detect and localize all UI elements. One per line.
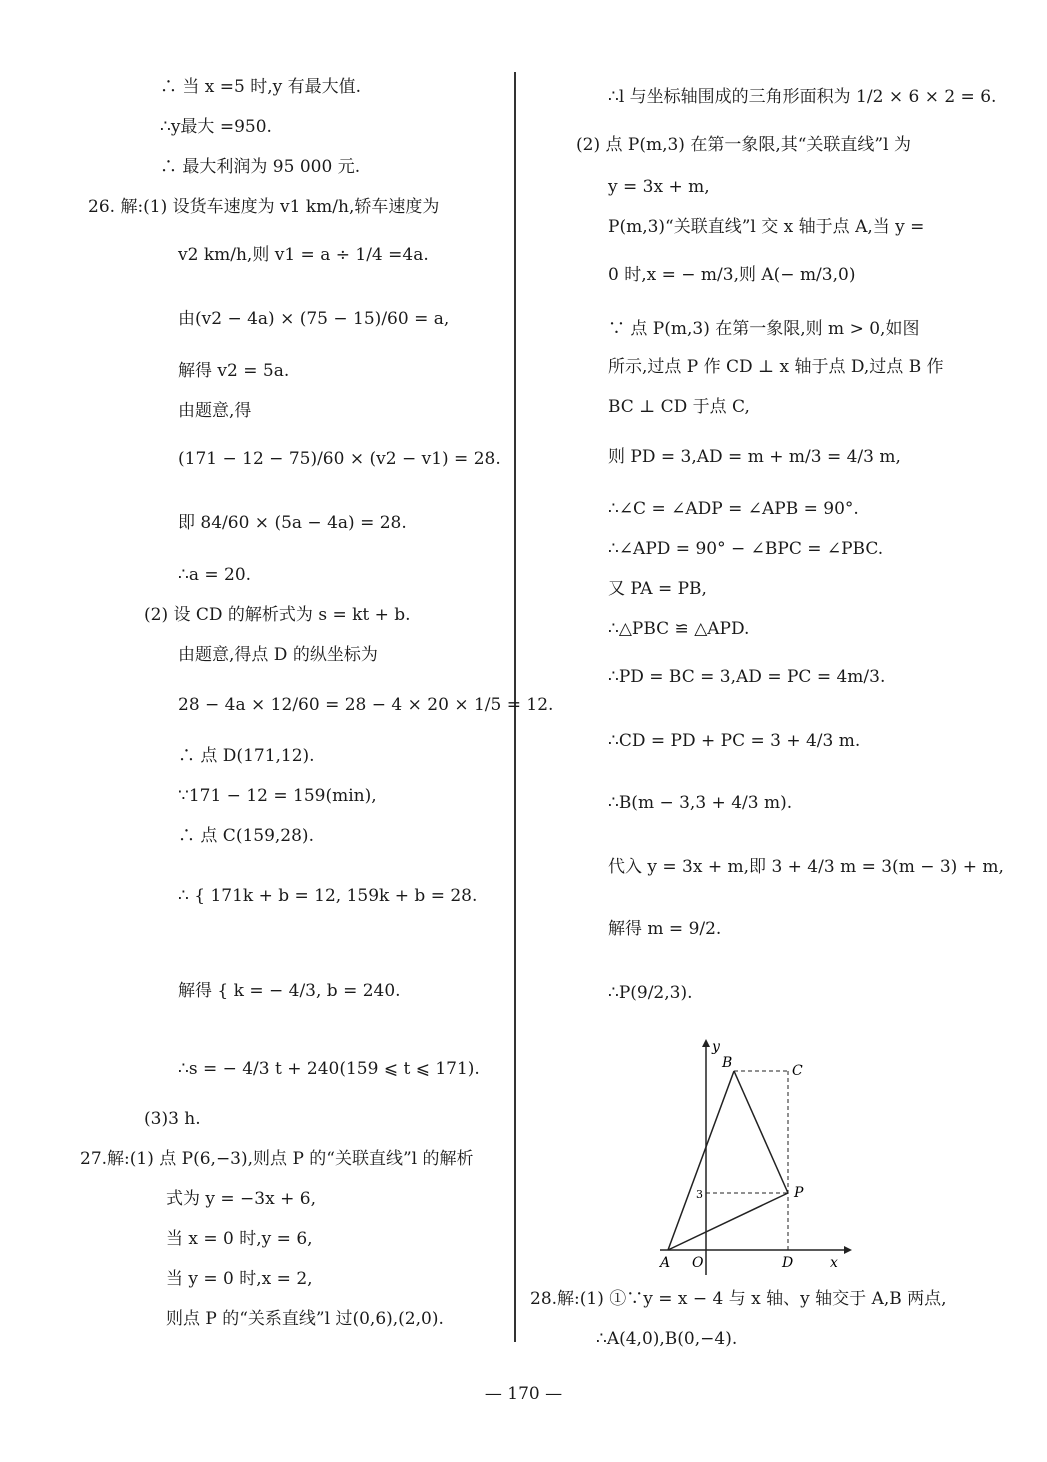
left-line: ∴ 点 C(159,28). <box>178 826 314 846</box>
coordinate-figure <box>640 1035 860 1285</box>
left-line: (3)3 h. <box>144 1109 201 1129</box>
right-line: BC ⊥ CD 于点 C, <box>608 397 750 417</box>
label-b: B <box>722 1055 733 1071</box>
right-line: y = 3x + m, <box>608 177 710 197</box>
right-line: 解得 m = 9/2. <box>608 919 722 939</box>
left-line: 解得 v2 = 5a. <box>178 361 290 381</box>
left-line: 26. 解:(1) 设货车速度为 v1 km/h,轿车速度为 <box>88 197 440 217</box>
right-line: 又 PA = PB, <box>608 579 707 599</box>
left-line: 28 − 4a × 12/60 = 28 − 4 × 20 × 1/5 = 12. <box>178 695 554 715</box>
left-line: (2) 设 CD 的解析式为 s = kt + b. <box>144 605 411 625</box>
right-line: ∴A(4,0),B(0,−4). <box>596 1329 738 1349</box>
left-line: ∴ 最大利润为 95 000 元. <box>160 157 361 177</box>
left-line: ∴ 点 D(171,12). <box>178 746 315 766</box>
right-line: ∴B(m − 3,3 + 4/3 m). <box>608 793 793 813</box>
left-line: 由(v2 − 4a) × (75 − 15)/60 = a, <box>178 309 450 329</box>
segment-bp <box>734 1071 788 1193</box>
right-line: 则 PD = 3,AD = m + m/3 = 4/3 m, <box>608 447 901 467</box>
right-line: P(m,3)“关联直线”l 交 x 轴于点 A,当 y = <box>608 217 925 237</box>
right-line: ∴∠C = ∠ADP = ∠APB = 90°. <box>608 499 859 519</box>
left-line: v2 km/h,则 v1 = a ÷ 1/4 =4a. <box>178 245 429 265</box>
label-x: x <box>830 1255 838 1271</box>
left-line: ∴y最大 =950. <box>160 117 272 137</box>
left-line: ∴ 当 x =5 时,y 有最大值. <box>160 77 362 97</box>
label-o: O <box>692 1255 704 1271</box>
right-line: 代入 y = 3x + m,即 3 + 4/3 m = 3(m − 3) + m, <box>608 857 1004 877</box>
left-line: 当 y = 0 时,x = 2, <box>166 1269 313 1289</box>
right-line: ∴△PBC ≌ △APD. <box>608 619 750 639</box>
right-line: ∴l 与坐标轴围成的三角形面积为 1/2 × 6 × 2 = 6. <box>608 87 997 107</box>
left-line: 由题意,得 <box>178 401 252 421</box>
left-line: 由题意,得点 D 的纵坐标为 <box>178 645 378 665</box>
right-line: 所示,过点 P 作 CD ⊥ x 轴于点 D,过点 B 作 <box>608 357 944 377</box>
left-line: 27.解:(1) 点 P(6,−3),则点 P 的“关联直线”l 的解析 <box>80 1149 474 1169</box>
label-y: y <box>712 1039 720 1055</box>
left-line: 当 x = 0 时,y = 6, <box>166 1229 313 1249</box>
right-line: ∴CD = PD + PC = 3 + 4/3 m. <box>608 731 861 751</box>
left-line: 式为 y = −3x + 6, <box>166 1189 316 1209</box>
label-c: C <box>792 1063 803 1079</box>
label-p: P <box>794 1185 804 1201</box>
y-axis-arrow <box>702 1039 710 1047</box>
right-line: ∵ 点 P(m,3) 在第一象限,则 m > 0,如图 <box>608 319 920 339</box>
left-line: 解得 { k = − 4/3, b = 240. <box>178 981 401 1001</box>
label-three: 3 <box>696 1188 703 1201</box>
left-line: ∴s = − 4/3 t + 240(159 ⩽ t ⩽ 171). <box>178 1059 480 1079</box>
right-line: 0 时,x = − m/3,则 A(− m/3,0) <box>608 265 856 285</box>
right-line: ∴P(9/2,3). <box>608 983 693 1003</box>
left-line: 即 84/60 × (5a − 4a) = 28. <box>178 513 407 533</box>
page-number: — 170 — <box>484 1384 563 1404</box>
left-line: ∴ { 171k + b = 12, 159k + b = 28. <box>178 886 478 906</box>
right-line: ∴∠APD = 90° − ∠BPC = ∠PBC. <box>608 539 884 559</box>
left-line: ∵171 − 12 = 159(min), <box>178 786 377 806</box>
right-line: 28.解:(1) ①∵y = x − 4 与 x 轴、y 轴交于 A,B 两点, <box>530 1289 947 1309</box>
label-a: A <box>660 1255 671 1271</box>
left-line: 则点 P 的“关系直线”l 过(0,6),(2,0). <box>166 1309 444 1329</box>
x-axis-arrow <box>844 1246 852 1254</box>
label-d: D <box>782 1255 794 1271</box>
left-line: ∴a = 20. <box>178 565 252 585</box>
right-line: (2) 点 P(m,3) 在第一象限,其“关联直线”l 为 <box>576 135 911 155</box>
right-line: ∴PD = BC = 3,AD = PC = 4m/3. <box>608 667 886 687</box>
left-line: (171 − 12 − 75)/60 × (v2 − v1) = 28. <box>178 449 501 469</box>
